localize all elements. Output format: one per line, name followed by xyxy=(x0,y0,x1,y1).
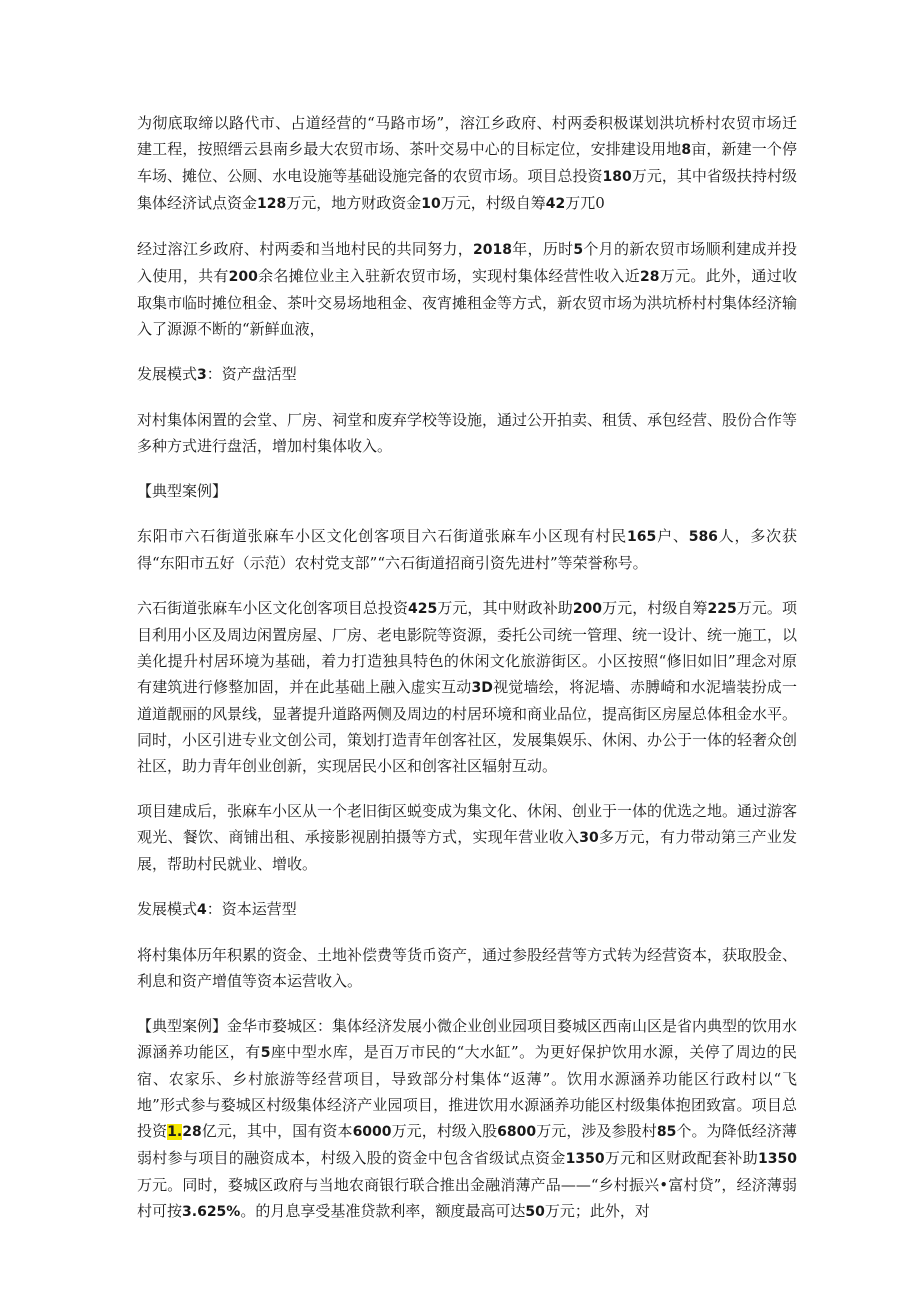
text-run: 。的月息享受基准贷款利率，额度最高可达 xyxy=(240,1202,526,1220)
text-run: ：资产盘活型 xyxy=(206,365,297,383)
bold-figure: 128 xyxy=(257,196,287,212)
heading-mode-3 xyxy=(137,361,797,388)
text-run: 亩，新建一个停车场、摊位、公厕、水电设施等基础设施完备的农贸市场。项目总投资 xyxy=(137,140,797,185)
text-run: 【典型案例】金华市婺城区：集体经济发展小微企业创业园项目婺城区西南山区是省内典型的饮用水源涵养功能区，有 xyxy=(137,1017,798,1061)
paragraph-zhangmache-project xyxy=(137,595,797,779)
text-run: 万元。同时，婺城区政府与当地农商银行联合推出金融消薄产品——“乡村振兴•富村贷”，经济薄弱村可按 xyxy=(137,1176,797,1220)
bold-figure: 425 xyxy=(408,601,438,617)
text-run: 万元，涉及参股村 xyxy=(536,1122,657,1140)
bold-figure: 225 xyxy=(707,601,737,617)
text-run: 东阳市六石街道张麻车小区文化创客项目六石街道张麻车小区现有村民 xyxy=(137,527,628,545)
text-run: 个。为降低经济薄弱村参与项目的融资成本，村级入股的资金中包含省级试点资金 xyxy=(137,1122,797,1167)
text-run: 万元和区财政配套补助 xyxy=(604,1149,759,1167)
bold-figure: 1. xyxy=(167,1124,183,1140)
text-run: 万元；此外，对 xyxy=(544,1202,650,1220)
text-run: 座中型水库，是百万市民的“大水缸”。为更好保护饮用水源，关停了周边的民宿、农家乐、乡村旅游等经营项目，导致部分村集体“返薄”。饮用水源涵养功能区行政村以“飞地”形式参与婺城区村级集体经济产业园项目，推进饮用水源涵养功能区村级集体抱团致富。项目总投资 xyxy=(137,1043,797,1140)
text-run: 【典型案例】 xyxy=(137,482,228,500)
text-run: 经过溶江乡政府、村两委和当地村民的共同努力， xyxy=(137,240,474,258)
text-run: 发展模式 xyxy=(137,365,198,383)
bold-figure: 10 xyxy=(421,196,441,212)
bold-figure: 50 xyxy=(525,1204,545,1220)
bold-figure: 8 xyxy=(681,142,692,158)
bold-figure: 3.625% xyxy=(182,1204,241,1220)
bold-figure: 6800 xyxy=(497,1124,537,1140)
bold-figure: 4 xyxy=(197,902,207,918)
bold-figure: 5 xyxy=(573,242,584,258)
bold-figure: 3D xyxy=(471,680,493,696)
text-run: 对村集体闲置的会堂、厂房、祠堂和废弃学校等设施，通过公开拍卖、租赁、承包经营、股份合作等多种方式进行盘活，增加村集体收入。 xyxy=(137,411,798,455)
heading-mode-4 xyxy=(137,896,797,923)
bold-figure: 1350 xyxy=(565,1151,605,1167)
paragraph-zhangmache-results xyxy=(137,798,797,877)
bold-figure: 200 xyxy=(572,601,603,617)
text-run: 多万元，有力带动第三产业发展，帮助村民就业、增收。 xyxy=(137,828,797,873)
text-run: 六石街道张麻车小区文化创客项目总投资 xyxy=(137,599,409,617)
text-run: 万元。此外，通过收取集市临时摊位租金、茶叶交易场地租金、夜宵摊租金等方式，新农贸市场为洪坑桥村村集体经济输入了源源不断的“新鲜血液， xyxy=(137,267,798,338)
paragraph-mode-4-description xyxy=(137,942,797,994)
text-run: 万兀0 xyxy=(565,194,605,212)
text-run: 人，多次获得“东阳市五好（示范）农村党支部”“六石街道招商引资先进村”等荣誉称号。 xyxy=(137,527,797,572)
text-run: 亿元，其中，国有资本 xyxy=(201,1122,353,1140)
text-run: 发展模式 xyxy=(137,900,198,918)
text-run: 项目建成后，张麻车小区从一个老旧街区蜕变成为集文化、休闲、创业于一体的优选之地。通过游客观光、餐饮、商铺出租、承接影视剧拍摄等方式，实现年营业收入 xyxy=(137,802,798,846)
bold-figure: 28 xyxy=(182,1124,202,1140)
text-run: 万元。项目利用小区及周边闲置房屋、厂房、老电影院等资源，委托公司统一管理、统一设计、统一施工，以美化提升村居环境为基础，着力打造独具特色的休闲文化旅游街区。小区按照“修旧如旧”理念对原有建筑进行修整加固，并在此基础上融入虚实互动 xyxy=(137,599,798,696)
paragraph-mode-3-description xyxy=(137,407,797,459)
paragraph-market-relocation xyxy=(137,110,797,217)
text-run: 万元，村级入股 xyxy=(391,1122,498,1140)
bold-figure: 28 xyxy=(640,269,660,285)
bold-figure: 180 xyxy=(602,169,632,185)
bold-figure: 586 xyxy=(688,529,718,545)
bold-figure: 2018 xyxy=(473,242,512,258)
text-run: ：资本运营型 xyxy=(206,900,297,918)
bold-figure: 1350 xyxy=(758,1151,797,1167)
text-run: 万元，村级自筹 xyxy=(602,599,708,617)
text-run: 将村集体历年积累的资金、土地补偿费等货币资产，通过参股经营等方式转为经营资本，获取股金、利息和资产增值等资本运营收入。 xyxy=(137,946,798,990)
text-run: 户、 xyxy=(656,527,689,545)
text-run: 余名摊位业主入驻新农贸市场，实现村集体经营性收入近 xyxy=(257,267,641,285)
document-page xyxy=(137,110,797,1244)
bold-figure: 3 xyxy=(197,367,207,383)
bold-figure: 85 xyxy=(656,1124,677,1140)
text-run: 为彻底取缔以路代市、占道经营的“马路市场”，溶江乡政府、村两委积极谋划洪坑桥村农贸市场迁建工程，按照缙云县南乡最大农贸市场、茶叶交易中心的目标定位，安排建设用地 xyxy=(137,114,797,158)
paragraph-wucheng-case xyxy=(137,1013,797,1225)
bold-figure: 200 xyxy=(228,269,258,285)
paragraph-zhangmache-intro xyxy=(137,523,797,576)
text-run: 视觉墙绘，将泥墙、赤膊崎和水泥墙装扮成一道道靓丽的风景线，显著提升道路两侧及周边的村居环境和商业品位，提高街区房屋总体租金水平。同时，小区引进专业文创公司，策划打造青年创客社区，发展集娱乐、休闲、办公于一体的轻奢众创社区，助力青年创业创新，实现居民小区和创客社区辐射互动。 xyxy=(137,678,798,775)
heading-typical-case xyxy=(137,478,797,504)
bold-figure: 6000 xyxy=(352,1124,392,1140)
bold-figure: 5 xyxy=(260,1045,271,1061)
bold-figure: 30 xyxy=(579,830,599,846)
text-run: 万元，村级自筹 xyxy=(440,194,546,212)
text-run: 万元，其中财政补助 xyxy=(437,599,573,617)
text-run: 个月的新农贸市场顺利建成并投入使用，共有 xyxy=(137,240,797,285)
text-run: 万元，其中省级扶持村级集体经济试点资金 xyxy=(137,167,797,212)
paragraph-market-results xyxy=(137,236,797,342)
text-run: 万元，地方财政资金 xyxy=(286,194,422,212)
text-run: 年，历时 xyxy=(512,240,574,258)
bold-figure: 42 xyxy=(545,196,566,212)
bold-figure: 165 xyxy=(627,529,657,545)
